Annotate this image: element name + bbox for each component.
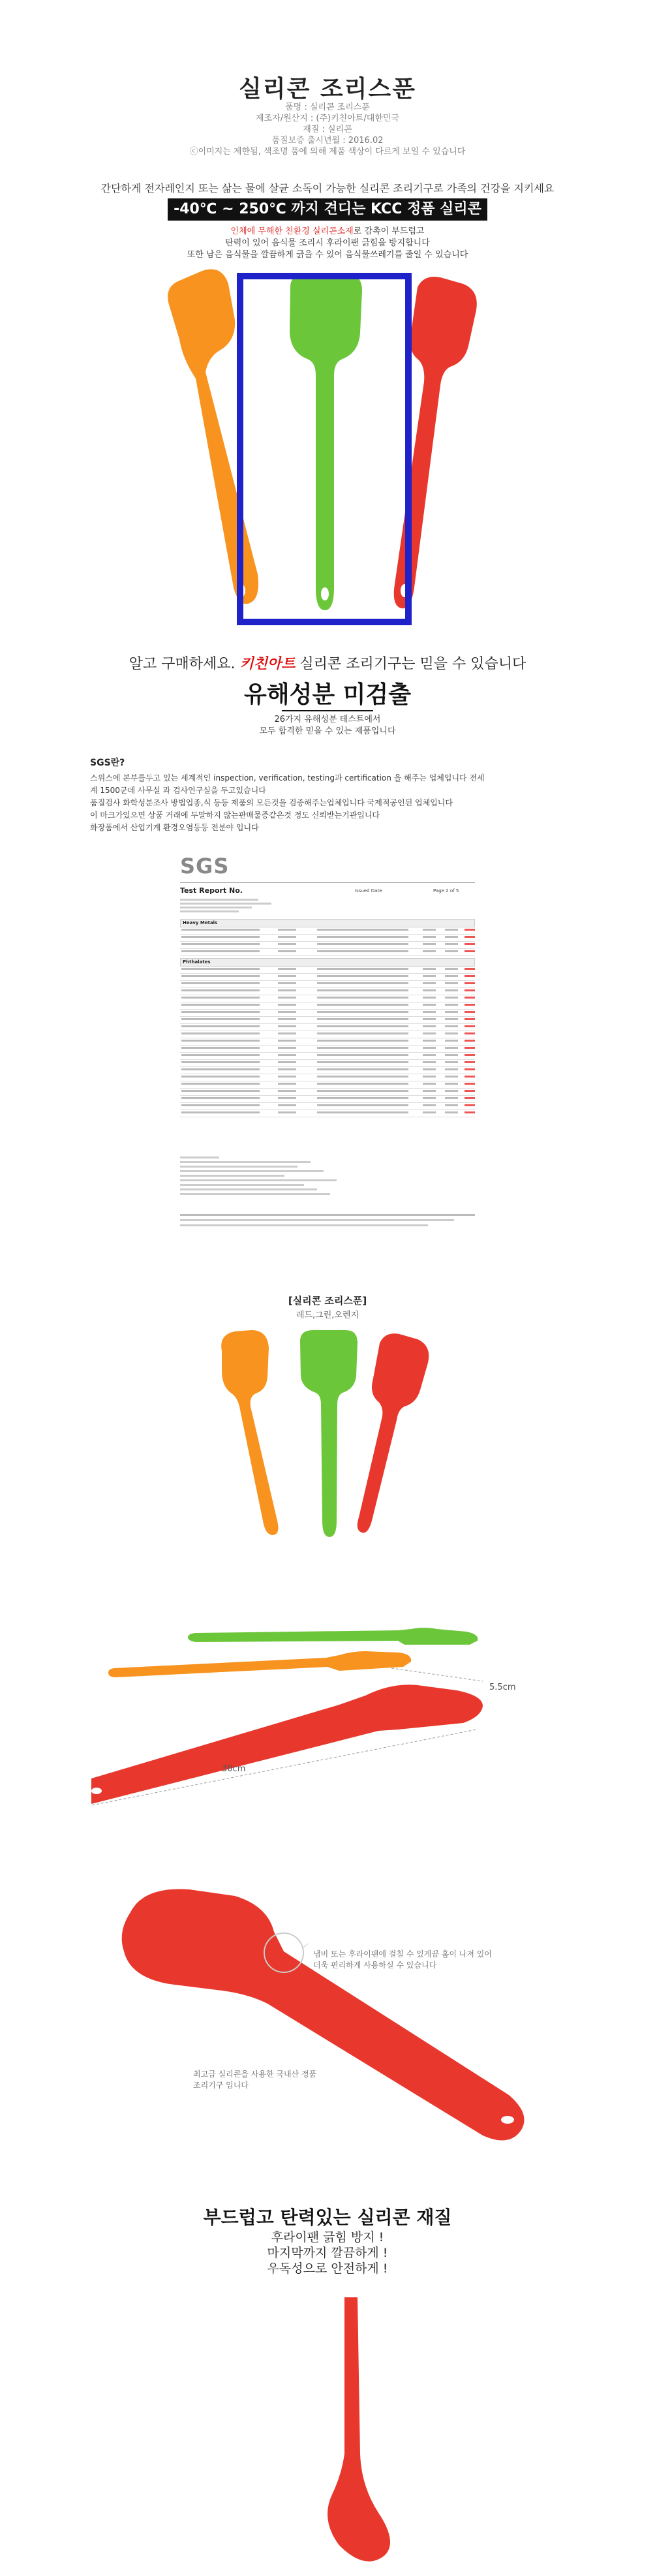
hazard-sub-line: 26가지 유해성분 테스트에서 — [274, 715, 381, 724]
soft-point: 후라이팬 긁힘 방지 ! — [271, 2230, 384, 2244]
soft-point: 마지막까지 깔끔하게 ! — [267, 2246, 388, 2260]
sgs-line: 스위스에 본부를두고 있는 세계적인 inspection, verification, testing과 certification 을 해주는 업체입니다 전세 — [90, 773, 485, 783]
hazard-title: 유해성분 미검출 — [244, 681, 411, 708]
info-line: 제조자/원산지 : (주)키친아트/대한민국 — [256, 114, 399, 123]
colors-title: [실리콘 조리스푼] — [288, 1295, 367, 1307]
sgs-question: SGS란? — [90, 758, 125, 768]
trust-before: 알고 구매하세요. — [129, 656, 236, 672]
report-footer-text — [180, 1219, 454, 1221]
callout-line-text: 최고급 실리콘을 사용한 국내산 정품 — [193, 2070, 317, 2079]
soft-material-points — [0, 2229, 655, 2276]
product-info — [0, 102, 655, 157]
spatula-closeup-image — [117, 1880, 535, 2167]
green-spatula — [188, 1628, 478, 1645]
sgs-line: 이 마크가있으면 상품 거래에 두말하지 않는판매물증같은것 정도 신뢰받는기관입니다 — [90, 811, 380, 820]
report-footer-text — [180, 1224, 428, 1226]
feature-list — [0, 226, 655, 261]
report-issued: Issued Date — [355, 888, 382, 893]
report-meta-block — [180, 897, 284, 914]
red-spatula — [358, 1333, 429, 1532]
hazard-divider — [282, 710, 373, 711]
notch-callout — [313, 1949, 492, 1971]
orange-spatula — [108, 1651, 411, 1677]
product-title: 실리콘 조리스푼 — [239, 76, 416, 102]
report-table-heavy-metals — [180, 919, 475, 956]
report-section-heading: Heavy Metals — [180, 919, 475, 927]
trust-after: 실리콘 조리기구는 믿을 수 있습니다 — [299, 656, 526, 672]
info-line: 품질보증 출시년월 : 2016.02 — [271, 136, 384, 146]
colors-subtitle: 레드,그린,오렌지 — [296, 1311, 359, 1320]
soft-point: 우독성으로 안전하게 ! — [267, 2261, 388, 2276]
brand-logo: 키친아트 — [239, 656, 296, 672]
report-page: Page 2 of 5 — [433, 888, 459, 893]
red-spatula — [91, 1684, 483, 1804]
spatula-colors-image — [209, 1325, 450, 1540]
feature-text: 로 감촉이 부드럽고 — [353, 226, 425, 236]
width-dimension-line — [391, 1668, 483, 1681]
report-section-heading: Phthalates — [180, 958, 475, 967]
sgs-line: 화장품에서 산업기계 환경오염등등 전분야 입니다 — [90, 823, 259, 832]
callout-line — [303, 1944, 308, 1948]
hazard-subtitle — [0, 714, 655, 737]
report-heading: Test Report No. — [180, 886, 243, 895]
red-spatula — [328, 2297, 390, 2562]
soft-material-title: 부드럽고 탄력있는 실리콘 재질 — [203, 2207, 452, 2228]
callout-line-text: 더욱 편리하게 사용하실 수 있습니다 — [313, 1961, 437, 1970]
feature-line — [0, 226, 655, 238]
report-table-phthalates — [180, 958, 475, 1117]
width-label: 5.5cm — [489, 1683, 516, 1692]
sgs-logo: SGS — [180, 854, 230, 878]
trust-line — [0, 653, 655, 673]
spatula-dimensions-image — [91, 1625, 574, 1847]
info-line: ⓒ이미지는 제한됨, 색조명 품에 의해 제품 색상이 다르게 보일 수 있습니다 — [189, 147, 466, 157]
feature-text: 또한 남은 음식물을 깔끔하게 긁을 수 있어 음식물쓰레기를 줄일 수 있습니다 — [187, 250, 468, 260]
feature-text: 탄력이 있어 음식물 조리시 후라이팬 긁힘을 방지합니다 — [225, 238, 430, 248]
length-label: 30cm — [222, 1764, 246, 1774]
red-spatula — [122, 1889, 525, 2140]
temperature-banner: -40℃ ~ 250℃ 까지 견디는 KCC 정품 실리콘 — [168, 198, 487, 221]
green-spatula — [300, 1330, 358, 1537]
hazard-sub-line: 모두 합격한 믿을 수 있는 제품입니다 — [259, 726, 396, 736]
callout-line-text: 냄비 또는 후라이팬에 걸칠 수 있게끔 홈이 나져 있어 — [313, 1949, 492, 1959]
sgs-report-document — [172, 848, 483, 1253]
feature-line — [0, 238, 655, 249]
report-rule — [180, 882, 475, 883]
hanging-hole — [91, 1788, 102, 1794]
info-line: 재질 : 실리콘 — [303, 125, 352, 134]
sgs-line: 품질검사 화학성분조사 방법업종,식 등등 제품의 모든것을 검증해주는업체입니다 국제적공인된 업체입니다 — [90, 798, 453, 807]
callout-line-text: 조리기구 입니다 — [193, 2081, 249, 2090]
intro-text: 간단하게 전자레인지 또는 삶는 물에 살균 소독이 가능한 실리콘 조리기구로 가족의 건강을 지키세요 — [100, 182, 555, 194]
report-footer-rule — [180, 1214, 475, 1216]
feature-highlight: 인체에 무해한 친환경 실리콘소재 — [230, 226, 354, 236]
report-notes — [180, 1154, 376, 1198]
sgs-section — [90, 757, 547, 834]
bent-spatula-image — [287, 2297, 404, 2571]
material-callout — [193, 2069, 316, 2091]
feature-line — [0, 249, 655, 261]
sgs-line: 계 1500군데 사무실 과 검사연구실을 두고있습니다 — [90, 786, 266, 795]
highlight-frame — [237, 273, 412, 625]
info-line: 품명 : 실리콘 조리스푼 — [285, 102, 370, 112]
orange-spatula — [221, 1330, 278, 1535]
hanging-hole — [501, 2116, 514, 2124]
